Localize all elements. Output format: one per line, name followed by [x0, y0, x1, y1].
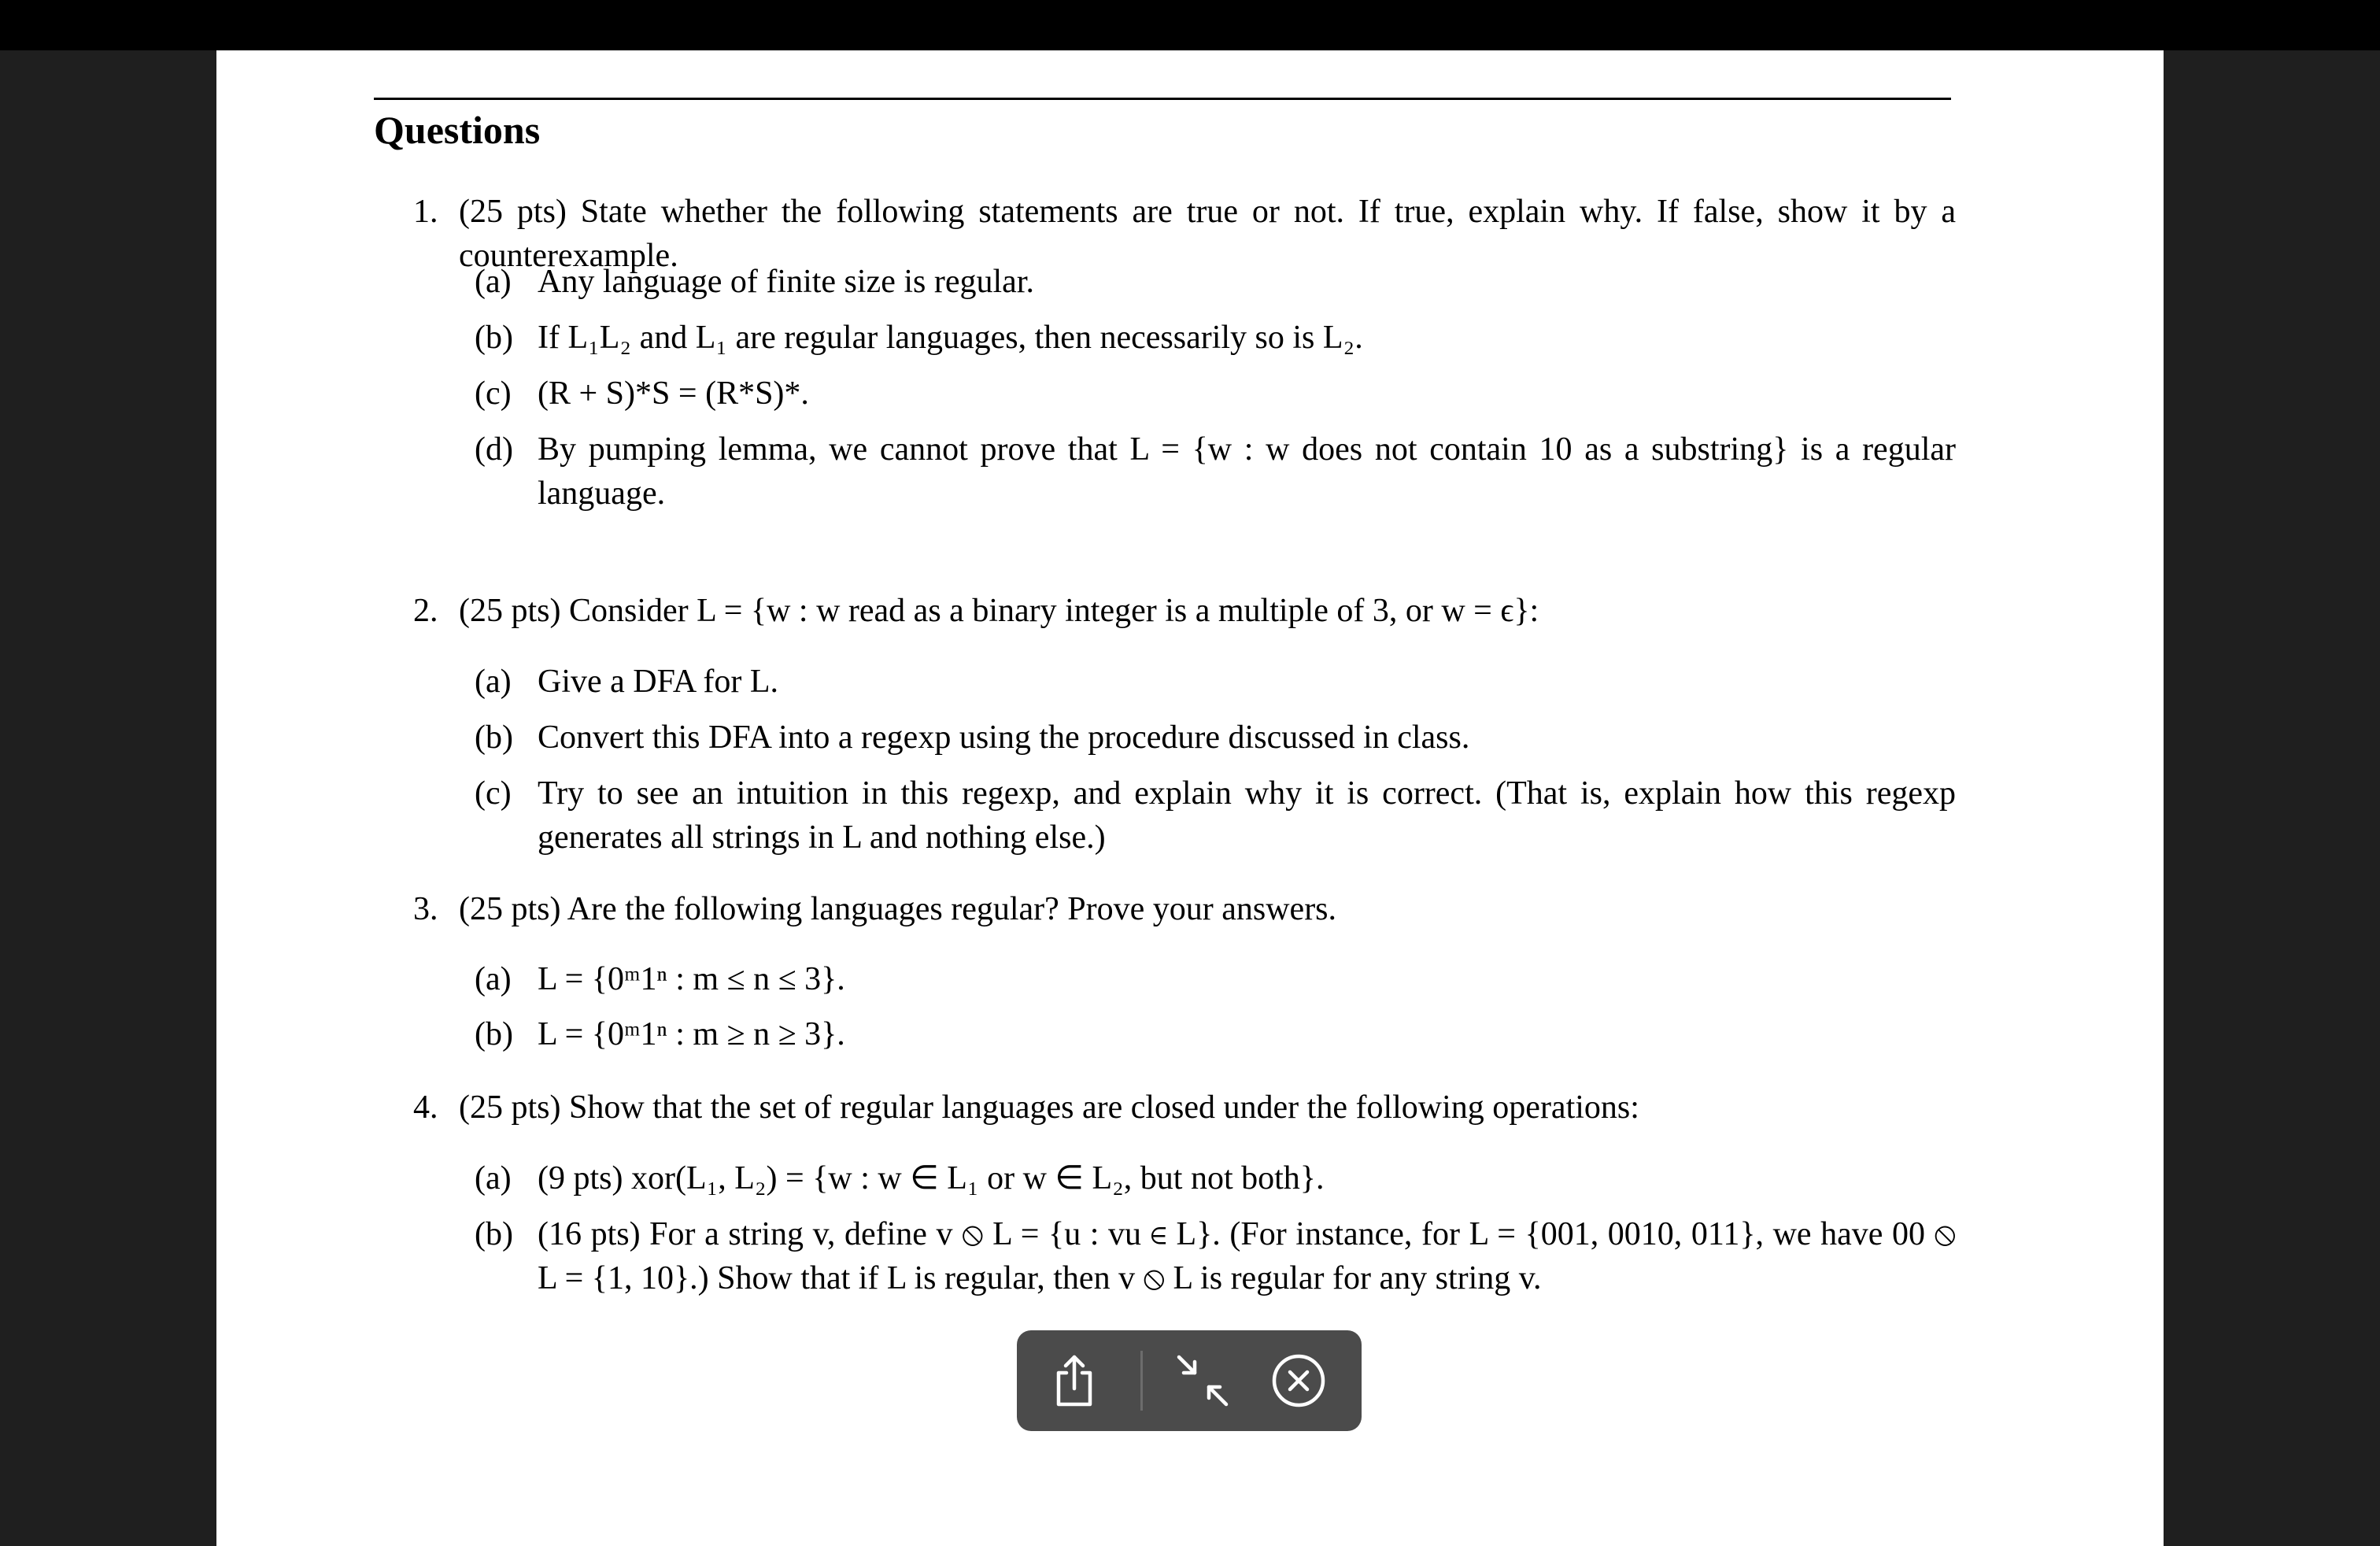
exit-fullscreen-icon: [1174, 1352, 1231, 1409]
part-text: Try to see an intuition in this regexp, and explain why it is correct. (That is, explain how this regexp generates all strings in L and nothing else.): [538, 775, 1956, 856]
question-number: 1.: [413, 194, 438, 230]
top-black-bar: [0, 0, 2380, 50]
part-label: (b): [475, 1216, 513, 1252]
question-text: (25 pts) Consider L = {w : w read as a binary integer is a multiple of 3, or w = ϵ}:: [459, 593, 1539, 629]
part-text: Convert this DFA into a regexp using the procedure discussed in class.: [538, 719, 1470, 756]
part-label: (a): [475, 961, 512, 997]
question-4-part-a: [475, 1156, 1956, 1200]
question-text: (25 pts) State whether the following statements are true or not. If true, explain why. If false, show it by a counterexample.: [459, 194, 1956, 274]
part-label: (a): [475, 264, 512, 300]
question-1-part-a: [475, 260, 1956, 304]
part-text: By pumping lemma, we cannot prove that L = {w : w does not contain 10 as a substring} is a regular language.: [538, 431, 1956, 512]
part-text: If L₁L₂ and L₁ are regular languages, then necessarily so is L₂.: [538, 320, 1363, 356]
question-4-part-b: [475, 1212, 1956, 1300]
document-page: [216, 50, 2164, 1546]
part-label: (b): [475, 320, 513, 356]
part-text: (R + S)*S = (R*S)*.: [538, 375, 809, 412]
part-text: L = {0ᵐ1ⁿ : m ≤ n ≤ 3}.: [538, 961, 845, 997]
part-text: (9 pts) xor(L₁, L₂) = {w : w ∈ L₁ or w ∈ L₂, but not both}.: [538, 1160, 1325, 1196]
part-label: (c): [475, 375, 512, 412]
question-number: 4.: [413, 1089, 438, 1126]
exit-fullscreen-button[interactable]: [1174, 1352, 1231, 1409]
question-text: (25 pts) Show that the set of regular languages are closed under the following operations:: [459, 1089, 1639, 1126]
share-button[interactable]: [1046, 1352, 1103, 1409]
question-2-part-b: [475, 716, 1956, 760]
close-icon: [1270, 1352, 1327, 1409]
question-number: 2.: [413, 593, 438, 629]
question-1-part-d: [475, 427, 1956, 516]
part-text: Any language of finite size is regular.: [538, 264, 1034, 300]
part-label: (c): [475, 775, 512, 812]
question-1-part-b: [475, 316, 1956, 360]
page-heading: Questions: [374, 108, 541, 152]
part-text: Give a DFA for L.: [538, 664, 778, 700]
part-label: (b): [475, 1016, 513, 1052]
question-number: 3.: [413, 891, 438, 927]
question-1-part-c: [475, 372, 1956, 416]
part-label: (d): [475, 431, 513, 468]
question-2: [413, 589, 1956, 633]
question-2-part-a: [475, 660, 1956, 704]
part-label: (a): [475, 664, 512, 700]
close-button[interactable]: [1270, 1352, 1327, 1409]
question-3: [413, 887, 1956, 931]
question-3-part-b: [475, 1012, 1956, 1056]
heading-rule: [374, 98, 1951, 100]
share-icon: [1049, 1352, 1099, 1409]
question-2-part-c: [475, 771, 1956, 860]
part-label: (a): [475, 1160, 512, 1196]
question-text: (25 pts) Are the following languages regular? Prove your answers.: [459, 891, 1337, 927]
toolbar-separator: [1140, 1351, 1143, 1411]
part-text: L = {0ᵐ1ⁿ : m ≥ n ≥ 3}.: [538, 1016, 845, 1052]
floating-toolbar: [1017, 1330, 1362, 1431]
question-4: [413, 1086, 1956, 1130]
question-3-part-a: [475, 957, 1956, 1001]
part-label: (b): [475, 719, 513, 756]
part-text: (16 pts) For a string v, define v ⦸ L = {u : vu ∈ L}. (For instance, for L = {001, 0010, 011}, we have 00 ⦸ L = {1, 10}.) Show that if L is regular, then v ⦸ L is regular for any string v.: [538, 1216, 1956, 1296]
